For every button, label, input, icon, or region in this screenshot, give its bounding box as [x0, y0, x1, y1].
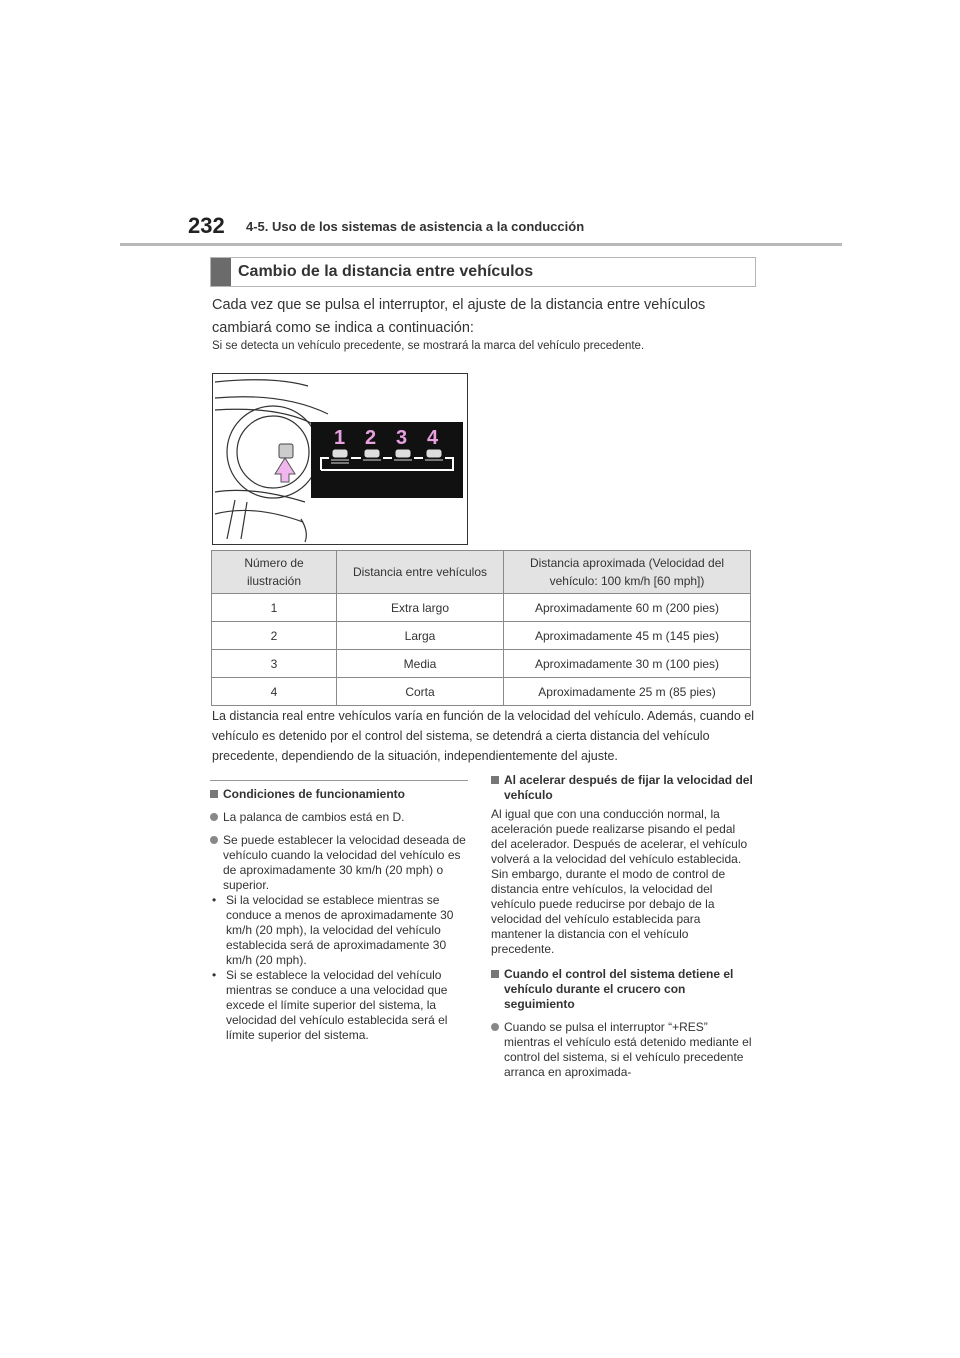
table-cell: 1	[212, 594, 337, 622]
square-bullet-icon	[491, 776, 499, 784]
subheading-accelerate	[491, 773, 753, 803]
wheel-line	[241, 502, 247, 539]
car-icon	[427, 450, 441, 457]
sub-list-item-text: Si se establece la velocidad del vehículo mientras se conduce a una velocidad que excede el límite superior del sistema, la velocidad del vehículo establecida será el límite superior del sistema.	[226, 968, 448, 1042]
list-item-text: Se puede establecer la velocidad deseada de vehículo cuando la velocidad del vehículo es de aproximadamente 30 km/h (20 mph) o superior.	[223, 833, 466, 892]
table-cell: Aproximadamente 60 m (200 pies)	[504, 594, 751, 622]
steering-switch-illustration	[212, 373, 468, 545]
table-header-row	[212, 551, 751, 594]
chapter-title: 4-5. Uso de los sistemas de asistencia a la conducción	[246, 219, 585, 234]
sub-list-item	[210, 893, 472, 968]
wheel-line	[215, 380, 308, 386]
header-rule	[120, 243, 842, 246]
table-header-number: Número de ilustración	[212, 551, 337, 594]
intro-paragraph: Cada vez que se pulsa el interruptor, el ajuste de la distancia entre vehículos cambiará como se indica a continuación:	[212, 297, 706, 336]
square-bullet-icon	[491, 970, 499, 978]
column-rule	[210, 780, 468, 781]
left-column	[210, 787, 472, 1043]
list-item	[210, 810, 472, 825]
distance-label-2: 2	[365, 427, 377, 449]
circle-bullet-icon	[491, 1023, 499, 1031]
car-icon	[396, 450, 410, 457]
distance-label-3: 3	[396, 427, 408, 449]
press-arrow-icon	[275, 458, 295, 482]
right-column	[491, 773, 753, 1088]
table-cell: Aproximadamente 25 m (85 pies)	[504, 678, 751, 706]
table-cell: 2	[212, 622, 337, 650]
switch-dial-inner	[237, 416, 309, 488]
section-heading-bar	[211, 258, 231, 286]
dash-bullet: •	[212, 968, 217, 982]
section-title: Cambio de la distancia entre vehículos	[238, 263, 534, 280]
switch-dial-outer	[227, 406, 319, 498]
table-cell: Larga	[337, 622, 504, 650]
subheading-stop	[491, 967, 753, 1012]
table-row	[212, 594, 751, 622]
table-cell: 4	[212, 678, 337, 706]
subheading-text: Condiciones de funcionamiento	[223, 787, 406, 801]
dash-bullet: •	[212, 893, 217, 907]
wheel-line	[227, 500, 235, 539]
table-cell: Corta	[337, 678, 504, 706]
list-item-text: Cuando se pulsa el interruptor “+RES” mientras el vehículo está detenido mediante el control del sistema, si el vehículo precedente arranca en aproximada-	[504, 1020, 752, 1079]
subheading-text: Cuando el control del sistema detiene el vehículo durante el crucero con seguimiento	[504, 967, 734, 1011]
table-row	[212, 650, 751, 678]
subheading-text: Al acelerar después de fijar la velocidad del vehículo	[504, 773, 753, 802]
wheel-line	[215, 510, 303, 522]
table-cell: 3	[212, 650, 337, 678]
table-cell: Extra largo	[337, 594, 504, 622]
car-icon	[365, 450, 379, 457]
wheel-line	[301, 519, 306, 542]
table-row	[212, 678, 751, 706]
distance-label-4: 4	[427, 427, 439, 449]
list-item	[491, 1020, 753, 1080]
illustration-svg	[213, 374, 467, 544]
list-item-text: La palanca de cambios está en D.	[223, 810, 405, 824]
car-icon	[333, 450, 347, 457]
square-bullet-icon	[210, 790, 218, 798]
page-number: 232	[188, 213, 225, 238]
circle-bullet-icon	[210, 813, 218, 821]
list-item	[210, 833, 472, 893]
sub-list-item-text: Si la velocidad se establece mientras se conduce a menos de aproximadamente 30 km/h (20 mph), la velocidad del vehículo establecida será de aproximadamente 30 km/h (20 mph).	[226, 893, 454, 967]
sub-list-item	[210, 968, 472, 1043]
after-table-paragraph: La distancia real entre vehículos varía en función de la velocidad del vehículo. Además, cuando el vehículo es detenido por el control del sistema, se detendrá a cierta distancia del vehículo precedente, dependiendo de la situación, independientemente del ajuste.	[212, 709, 755, 763]
table-cell: Aproximadamente 30 m (100 pies)	[504, 650, 751, 678]
section-heading	[210, 257, 756, 287]
subheading-conditions	[210, 787, 472, 802]
table-row	[212, 622, 751, 650]
distance-table	[211, 550, 751, 706]
table-header-distance: Distancia entre vehículos	[337, 551, 504, 594]
circle-bullet-icon	[210, 836, 218, 844]
table-cell: Aproximadamente 45 m (145 pies)	[504, 622, 751, 650]
distance-switch	[279, 444, 293, 458]
distance-label-1: 1	[334, 427, 346, 449]
table-cell: Media	[337, 650, 504, 678]
note-paragraph: Si se detecta un vehículo precedente, se mostrará la marca del vehículo precedente.	[212, 340, 645, 352]
table-header-approx: Distancia aproximada (Velocidad del vehículo: 100 km/h [60 mph])	[504, 551, 751, 594]
paragraph: Al igual que con una conducción normal, la aceleración puede realizarse pisando el pedal del acelerador. Después de acelerar, el vehículo volverá a la velocidad del vehículo establecida. Sin embargo, durante el modo de control de distancia entre vehículos, la velocidad del vehículo puede reducirse por debajo de la velocidad del vehículo establecida para mantener la distancia con el vehículo precedente.	[491, 807, 748, 956]
